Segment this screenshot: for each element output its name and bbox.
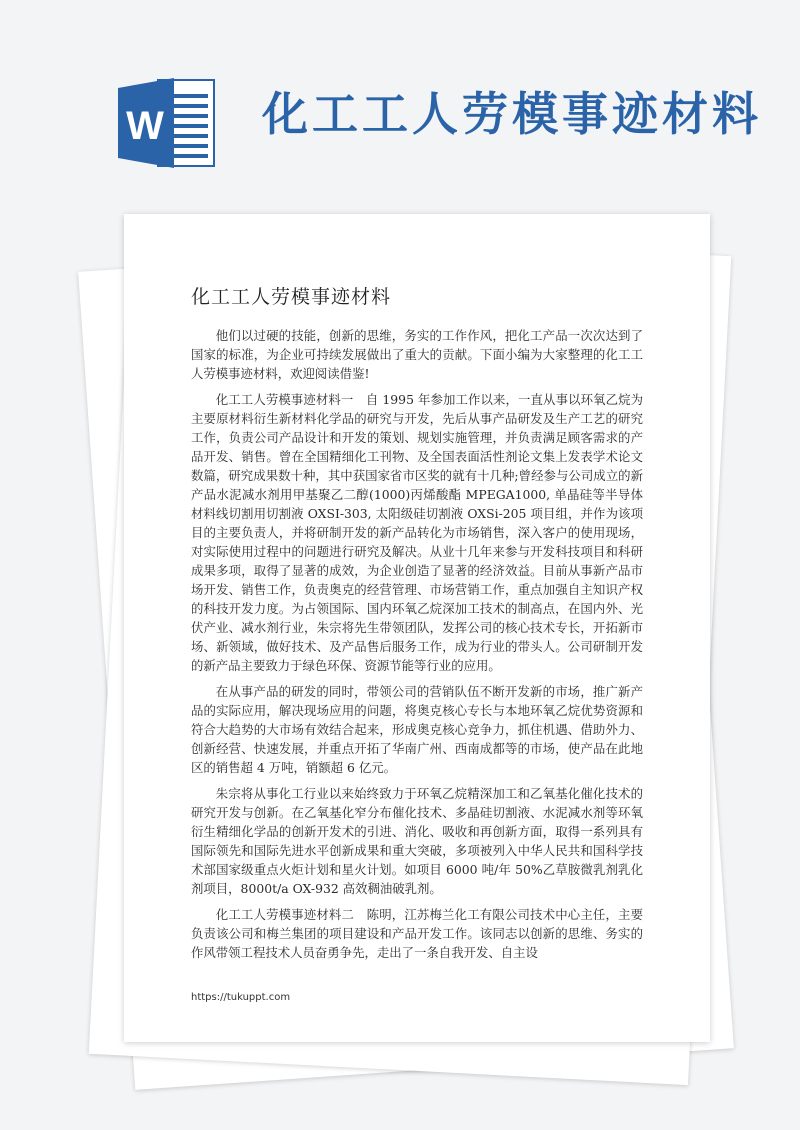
document-page xyxy=(124,214,710,1042)
paragraph: 在从事产品的研发的同时，带领公司的营销队伍不断开发新的市场，推广新产品的实际应用，解决现场应用的问题，将奥克核心专长与本地环氧乙烷优势资源和符合大趋势的大市场有效结合起来，形成奥克核心竞争力，抓住机遇、借助外力、创新经营、快速发展，并重点开拓了华南广州、西南成都等的市场，使产品在此地区的销售超 4 万吨，销额超 6 亿元。 xyxy=(191,684,643,775)
paragraph: 他们以过硬的技能，创新的思维，务实的工作作风，把化工产品一次次达到了国家的标准，为企业可持续发展做出了重大的贡献。下面小编为大家整理的化工工人劳模事迹材料，欢迎阅读借鉴! xyxy=(191,328,643,381)
document-body xyxy=(191,326,643,969)
paragraph: 朱宗将从事化工行业以来始终致力于环氧乙烷精深加工和乙氧基化催化技术的研究开发与创新。在乙氧基化窄分布催化技术、多晶硅切割液、水泥减水剂等环氧衍生精细化学品的创新开发术的引进、消化、吸收和再创新方面，取得一系列具有国际领先和国际先进水平创新成果和重大突破，多项被列入中华人民共和国科学技术部国家级重点火炬计划和星火计划。如项目 6000 吨/年 50%乙草胺微乳剂乳化剂项目，8000t/a OX-932 高效稠油破乳剂。 xyxy=(191,786,643,896)
paragraph: 化工工人劳模事迹材料二 陈明，江苏梅兰化工有限公司技术中心主任，主要负责该公司和梅兰集团的项目建设和产品开发工作。该同志以创新的思维、务实的作风带领工程技术人员奋勇争先，走出了一条自我开发、自主设 xyxy=(191,907,643,960)
logo-letter: W xyxy=(126,104,164,148)
footer-url: https://tukuppt.com xyxy=(191,992,291,1003)
banner xyxy=(0,0,800,205)
banner-title: 化工工人劳模事迹材料 xyxy=(262,87,762,141)
document-title: 化工工人劳模事迹材料 xyxy=(191,286,392,308)
paragraph: 化工工人劳模事迹材料一 自 1995 年参加工作以来，一直从事以环氧乙烷为主要原材料衍生新材料化学品的研究与开发，先后从事产品研发及生产工艺的研究工作，负责公司产品设计和开发的策划、规划实施管理，并负责满足顾客需求的产品开发、销售。曾在全国精细化工刊物、及全国表面活性剂论文集上发表学术论文数篇，研究成果数十种，其中获国家省市区奖的就有十几种;曾经参与公司成立的新产品水泥减水剂用甲基聚乙二醇(1000)丙烯酸酯 MPEGA1000, 单晶硅等半导体材料线切割用切割液 OXSI-303, 太阳级硅切割液 OXSi-205 项目组，并作为该项目的主要负责人，并将研制开发的新产品转化为市场销售，深入客户的使用现场，对实际使用过程中的问题进行研究及解决。从业十几年来参与开发科技项目和科研成果多项，取得了显著的成效，为企业创造了显著的经济效益。目前从事新产品市场开发、销售工作，负责奥克的经营管理、市场营销工作，重点加强自主知识产权的科技开发力度。为占领国际、国内环氧乙烷深加工技术的制高点，在国内外、光伏产业、减水剂行业，朱宗将先生带领团队，发挥公司的核心技术专长，开拓新市场、新领域，做好技术、及产品售后服务工作，成为行业的带头人。公司研制开发的新产品主要致力于绿色环保、资源节能等行业的应用。 xyxy=(191,392,643,673)
word-document-icon xyxy=(118,74,216,172)
